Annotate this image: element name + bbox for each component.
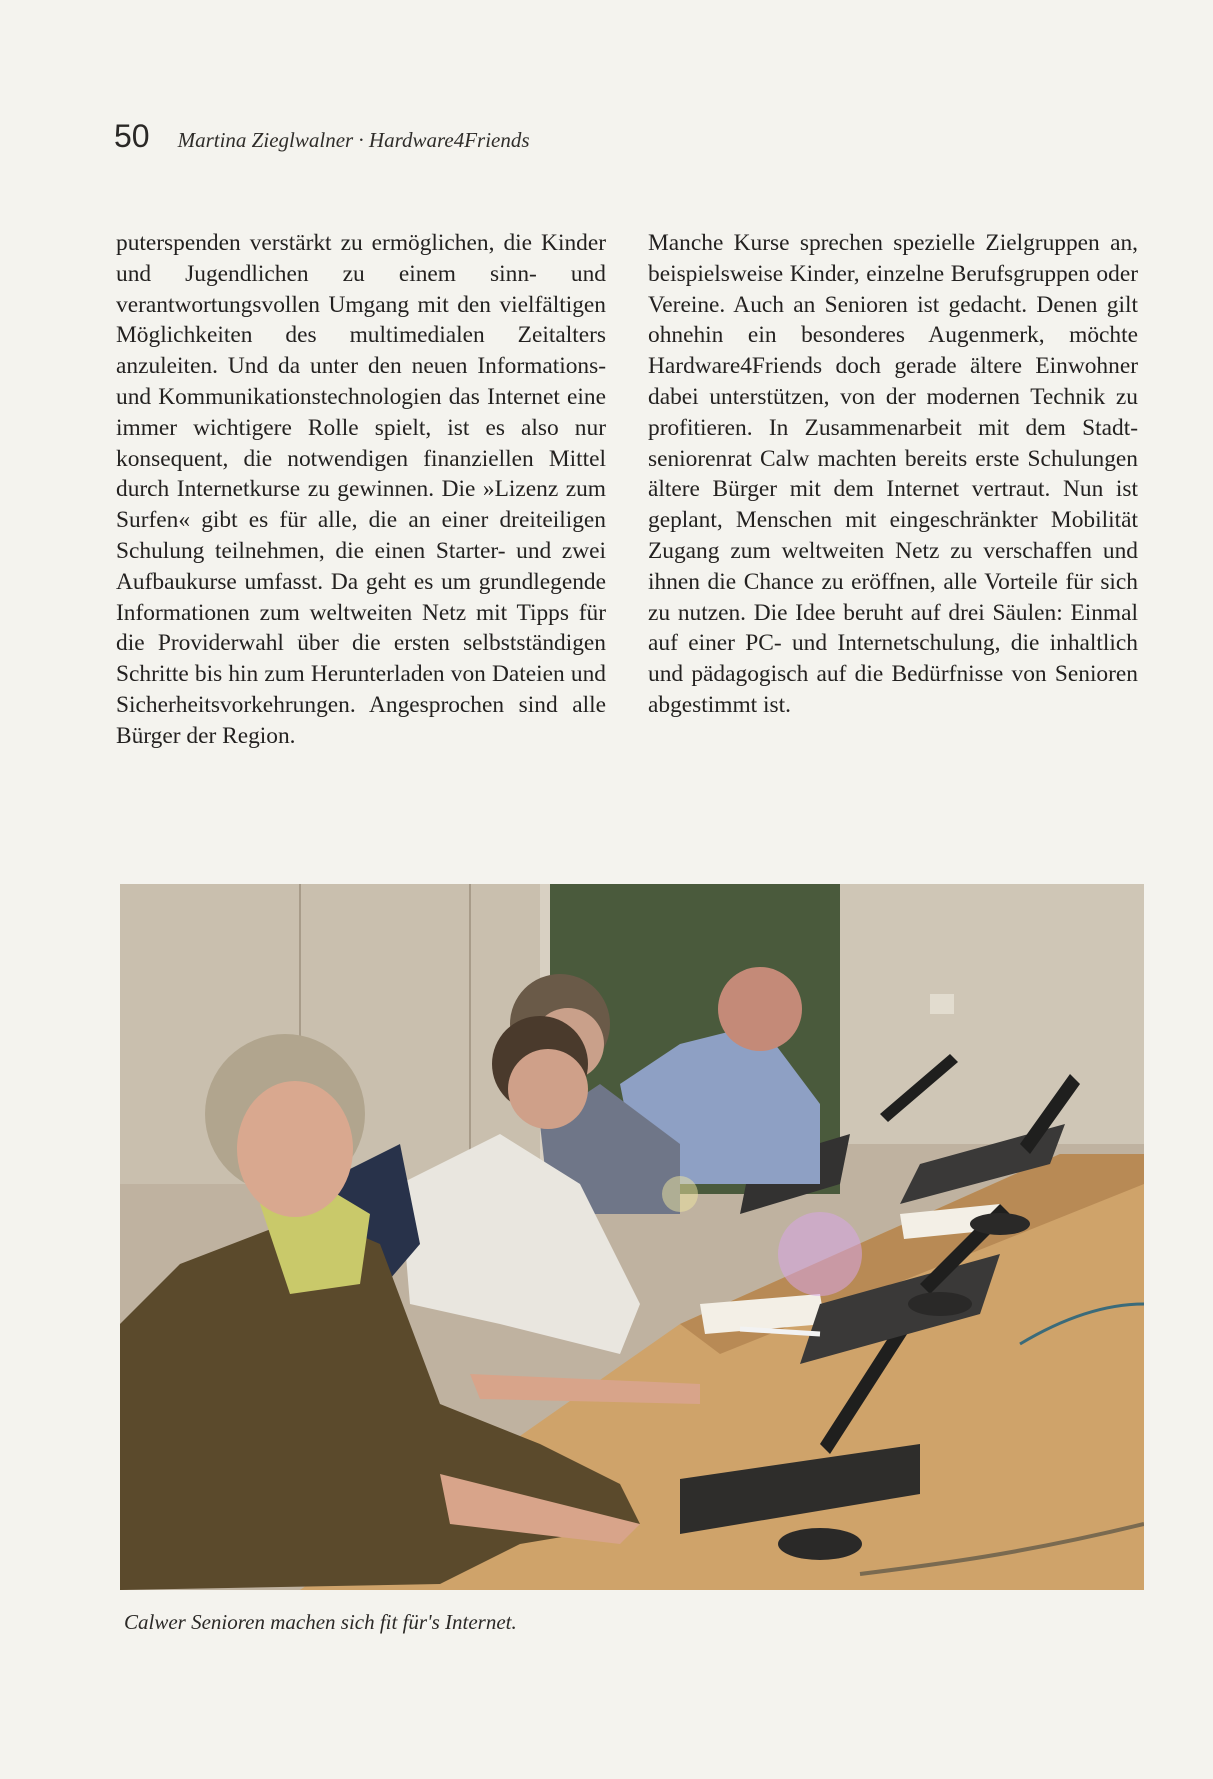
paragraph-right: Manche Kurse sprechen spezielle Zielgruppen an, beispielsweise Kinder, einzelne Berufsgruppen oder Vereine. Auch an Senioren ist gedacht. Denen gilt ohnehin ein besonderes Augenmerk, möchte Hardware4Friends doch gerade ältere Einwohner dabei unterstützen, von der modernen Technik zu profitieren. In Zusammenarbeit mit dem Stadtseniorenrat Calw machten bereits erste Schulungen ältere Bürger mit dem Internet vertraut. Nun ist geplant, Menschen mit eingeschränkter Mobilität Zugang zum weltweiten Netz zu verschaffen und ihnen die Chance zu eröffnen, alle Vorteile für sich zu nutzen. Die Idee beruht auf drei Säulen: Einmal auf einer PC- und Internetschulung, die inhaltlich und pädagogisch auf die Bedürfnisse von Senioren abgestimmt ist. <box>648 230 1138 718</box>
body-column-right <box>648 228 1138 721</box>
page-header <box>114 118 634 162</box>
photo-caption: Calwer Senioren machen sich fit für's Internet. <box>124 1610 517 1634</box>
photo-illustration <box>120 884 1144 1590</box>
seniors-computer-class-photo <box>120 884 1144 1590</box>
running-head: Martina Zieglwalner · Hardware4Friends <box>177 128 530 152</box>
page-number: 50 <box>114 118 150 154</box>
paragraph-left: puterspenden verstärkt zu ermöglichen, die Kinder und Jugendlichen zu einem sinn- und verantwortungsvollen Umgang mit den vielfältigen Möglichkeiten des multimedialen Zeitalters anzuleiten. Und da unter den neuen Informations- und Kommunikationstechnologien das Internet eine immer wichtigere Rolle spielt, ist es also nur konsequent, die notwendigen finanziellen Mittel durch Internetkurse zu gewinnen. Die »Lizenz zum Surfen« gibt es für alle, die an einer dreiteiligen Schulung teilnehmen, die einen Starter- und zwei Aufbaukurse umfasst. Da geht es um grundlegende Informationen zum weltweiten Netz mit Tipps für die Providerwahl über die ersten selbstständigen Schritte bis hin zum Herunterladen von Dateien und Sicherheitsvorkehrungen. Angesprochen sind alle Bürger der Region. <box>116 230 606 749</box>
body-column-left <box>116 228 606 752</box>
